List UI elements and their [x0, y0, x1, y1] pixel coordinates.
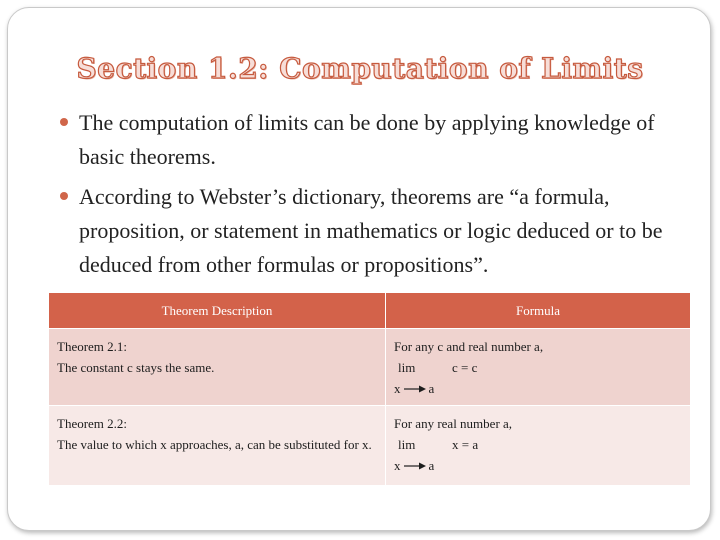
lim-label: lim [398, 437, 416, 452]
limit-variable: x [394, 381, 401, 396]
formula-cell [386, 406, 691, 486]
bullet-item [60, 106, 680, 174]
limit-approach [394, 455, 682, 476]
limit-approach [394, 378, 682, 399]
limit-equation: c = c [452, 360, 478, 375]
lim-label: lim [398, 360, 416, 375]
limit-target: a [428, 458, 435, 473]
limit-equation: x = a [452, 437, 479, 452]
theorem-description-cell [49, 406, 386, 486]
theorem-description: The constant c stays the same. [57, 360, 215, 375]
theorem-table [48, 292, 691, 486]
bullet-list [60, 106, 680, 288]
formula-intro: For any c and real number a, [394, 339, 544, 354]
bullet-text: According to Webster’s dictionary, theorems are “a formula, proposition, or statement in mathematics or logic deduced or to be deduced from other formulas or propositions”. [79, 184, 663, 277]
table-header-row [49, 293, 691, 329]
limit-expression [394, 357, 682, 378]
column-header-formula: Formula [386, 293, 691, 329]
bullet-dot-icon [60, 192, 68, 200]
limit-expression [394, 434, 682, 455]
right-arrow-icon [404, 462, 426, 470]
theorem-name: Theorem 2.1: [57, 339, 128, 354]
theorem-name: Theorem 2.2: [57, 416, 128, 431]
formula-intro: For any real number a, [394, 416, 513, 431]
bullet-text: The computation of limits can be done by applying knowledge of basic theorems. [79, 110, 655, 169]
table-row [49, 329, 691, 406]
table-row [49, 406, 691, 486]
theorem-description: The value to which x approaches, a, can be substituted for x. [57, 437, 372, 452]
formula-cell [386, 329, 691, 406]
bullet-item [60, 180, 680, 282]
slide-title: Section 1.2: Computation of Limits [76, 52, 644, 85]
column-header-description: Theorem Description [49, 293, 386, 329]
theorem-description-cell [49, 329, 386, 406]
limit-target: a [428, 381, 435, 396]
limit-variable: x [394, 458, 401, 473]
bullet-dot-icon [60, 118, 68, 126]
right-arrow-icon [404, 385, 426, 393]
